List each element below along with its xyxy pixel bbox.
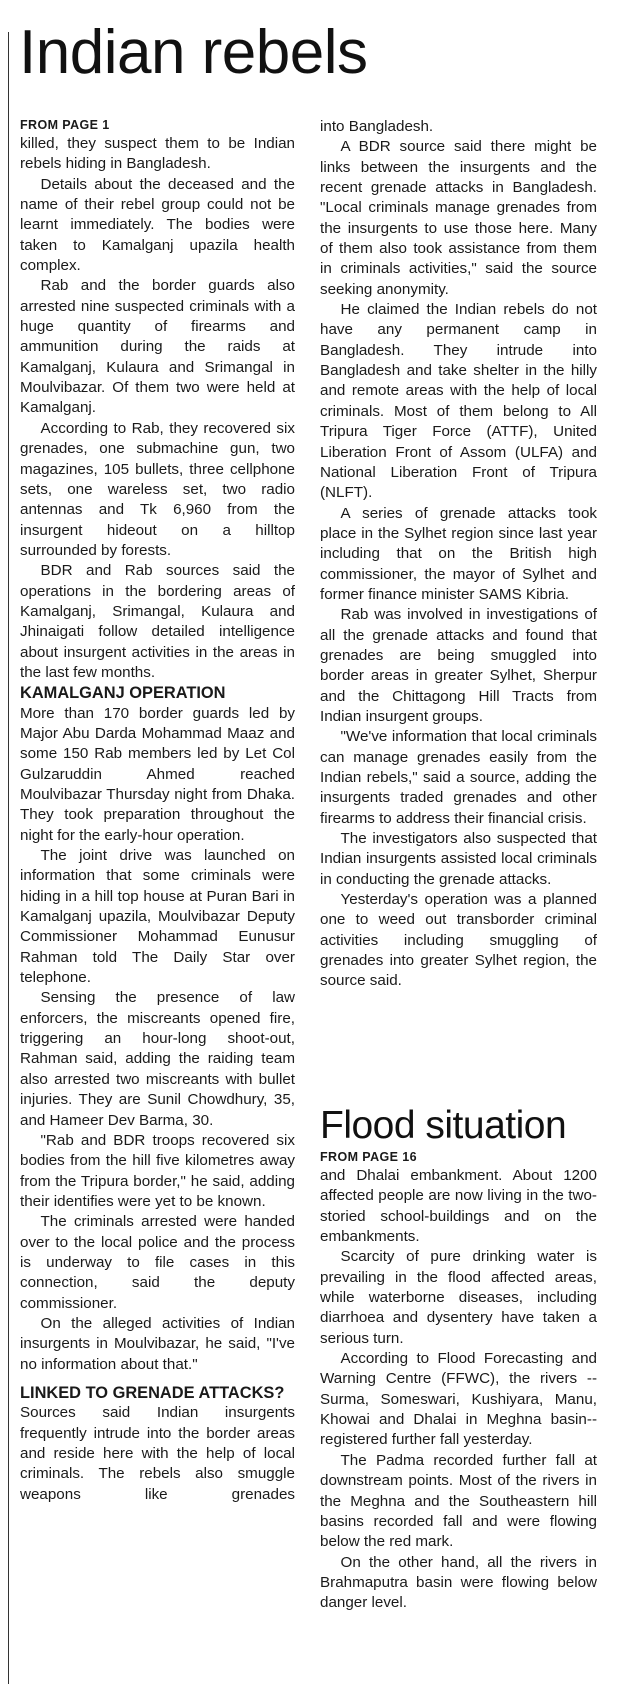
paragraph: and Dhalai embankment. About 1200 affected people are now living in the two-storied school-buildings and on the embankments. — [320, 1167, 597, 1246]
paragraph: Scarcity of pure drinking water is prevailing in the flood affected areas, while waterborne diseases, including diarrhoea and dysentery have taken a serious turn. — [320, 1248, 597, 1347]
paragraph: According to Rab, they recovered six grenades, one submachine gun, two magazines, 105 bullets, three cellphone sets, one wareless set, two radio antennas and Tk 6,960 from the insurgent hideout on a hilltop surrounded by forests. — [20, 419, 295, 559]
story1-column-left — [20, 117, 295, 1505]
story-headline-indian-rebels: Indian rebels — [19, 18, 368, 87]
paragraph: On the alleged activities of Indian insurgents in Moulvibazar, he said, "I've no information about that." — [20, 1314, 295, 1373]
paragraph: Details about the deceased and the name of their rebel group could not be learnt immediately. The bodies were taken to Kamalganj upazila health complex. — [20, 175, 295, 275]
paragraph: "Rab and BDR troops recovered six bodies from the hill five kilometres away from the Tripura border," he said, adding their identifies were yet to be known. — [20, 1131, 295, 1210]
paragraph: The Padma recorded further fall at downstream points. Most of the rivers in the Meghna and the Southeastern hill basins recorded fall and were flowing below the red mark. — [320, 1451, 597, 1551]
jump-label-from-page-1: FROM PAGE 1 — [20, 118, 110, 132]
story2-column — [320, 1149, 597, 1614]
paragraph: Rab was involved in investigations of all the grenade attacks and found that grenades are being smuggled into border areas in greater Sylhet, Sherpur and the Chittagong Hill Tracts from Indian insurgent groups. — [320, 606, 597, 725]
paragraph: A BDR source said there might be links between the insurgents and the recent grenade attacks in Bangladesh. "Local criminals manage grenades from the insurgents to use those here. Many of them also took assistance from them in criminals activities," said the source seeking anonymity. — [320, 138, 597, 298]
paragraph: Sources said Indian insurgents frequently intrude into the border areas and reside here with the help of local criminals. The rebels also smuggle weapons like grenades — [20, 1404, 295, 1503]
paragraph: "We've information that local criminals can manage grenades easily from the Indian rebels," said a source, adding the insurgents traded grenades and other firearms to address their financial crisis. — [320, 728, 597, 827]
paragraph: Yesterday's operation was a planned one to weed out transborder criminal activities including smuggling of grenades into greater Sylhet region, the source said. — [320, 891, 597, 990]
paragraph: killed, they suspect them to be Indian rebels hiding in Bangladesh. — [20, 135, 295, 173]
paragraph: He claimed the Indian rebels do not have any permanent camp in Bangladesh. They intrude into Bangladesh and take shelter in the hilly and remote areas with the help of local criminals. Most of them belong to All Tripura Tiger Force (ATTF), United Liberation Front of Assom (ULFA) and National Liberation Front of Tripura (NLFT). — [320, 301, 597, 502]
subhead-linked-to-grenade-attacks: LINKED TO GRENADE ATTACKS? — [20, 1383, 285, 1402]
paragraph: BDR and Rab sources said the operations in the bordering areas of Kamalganj, Srimangal, Kulaura and Jhinaigati follow detailed intelligence about insurgent activities in the areas in the last few months. — [20, 562, 295, 681]
paragraph: On the other hand, all the rivers in Brahmaputra basin were flowing below danger level. — [320, 1553, 597, 1612]
paragraph: A series of grenade attacks took place in the Sylhet region since last year including that on the British high commissioner, the mayor of Sylhet and former finance minister SAMS Kibria. — [320, 504, 597, 603]
paragraph: The criminals arrested were handed over to the local police and the process is underway to file cases in this connection, said the deputy commissioner. — [20, 1213, 295, 1312]
paragraph: More than 170 border guards led by Major Abu Darda Mohammad Maaz and some 150 Rab members led by Let Col Gulzaruddin Ahmed reached Moulvibazar Thursday night from Dhaka. They took preparation throughout the night for the early-hour operation. — [20, 704, 295, 844]
paragraph: The investigators also suspected that Indian insurgents assisted local criminals in conducting the grenade attacks. — [320, 830, 597, 888]
paragraph: into Bangladesh. — [320, 118, 434, 135]
subhead-kamalganj-operation: KAMALGANJ OPERATION — [20, 684, 226, 703]
column-rule — [8, 32, 9, 1684]
paragraph: Sensing the presence of law enforcers, the miscreants opened fire, triggering an hour-long shoot-out, Rahman said, adding the raiding team also arrested two miscreants with bullet injuries. They are Sunil Chowdhury, 35, and Hameer Dev Barma, 30. — [20, 989, 295, 1129]
paragraph: Rab and the border guards also arrested nine suspected criminals with a huge quantity of firearms and ammunition during the raids at Kamalganj, Kulaura and Srimangal in Moulvibazar. Of them two were held at Kamalganj. — [20, 277, 295, 417]
paragraph: The joint drive was launched on information that some criminals were hiding in a hill top house at Puran Bari in Kamalganj upazila, Moulvibazar Deputy Commissioner Mohammad Eunusur Rahman told The Daily Star over telephone. — [20, 847, 295, 987]
story1-column-right — [320, 117, 597, 992]
paragraph: According to Flood Forecasting and Warning Centre (FFWC), the rivers -- Surma, Someswari, Kushiyara, Manu, Khowai and Dhalai in Meghna basin--registered further fall yesterday. — [320, 1350, 597, 1449]
jump-label-from-page-16: FROM PAGE 16 — [320, 1150, 417, 1164]
story-headline-flood-situation: Flood situation — [320, 1104, 567, 1147]
